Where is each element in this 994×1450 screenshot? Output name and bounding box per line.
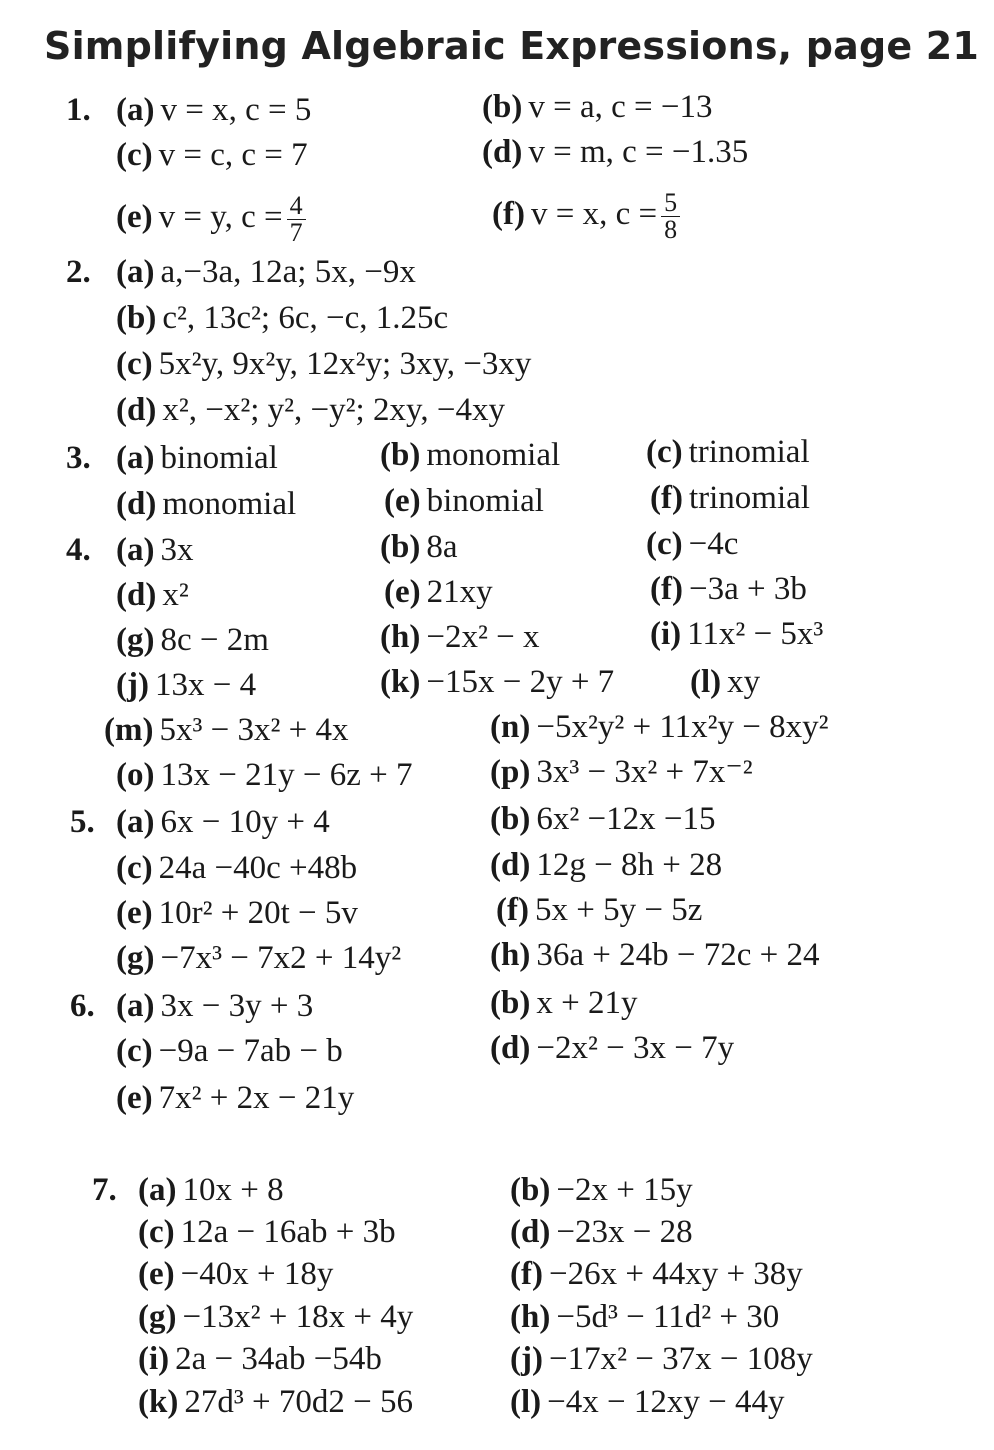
fraction [287, 193, 306, 246]
answer-label: (h) [380, 619, 421, 655]
answer-item [116, 530, 193, 570]
answer-expression: −40x + 18y [180, 1256, 334, 1292]
fraction [661, 190, 680, 243]
answer-expression: −9a − 7ab − b [158, 1033, 343, 1069]
answer-label: (f) [496, 892, 529, 928]
answer-expression: −5d³ − 11d² + 30 [556, 1299, 780, 1335]
fraction-denominator: 8 [664, 215, 678, 244]
answer-label: (b) [490, 801, 531, 837]
problem-number: 3. [66, 440, 91, 476]
answer-expression: −3a + 3b [688, 571, 807, 607]
answer-item [380, 617, 539, 657]
answer-item [116, 1078, 354, 1118]
answer-label: (e) [384, 483, 421, 519]
answer-label: (d) [490, 1030, 531, 1066]
answer-item [690, 662, 760, 702]
answer-item [510, 1212, 693, 1252]
answer-label: (a) [116, 988, 155, 1024]
answer-label: (g) [116, 622, 155, 658]
answer-item [116, 755, 412, 795]
answer-label: (k) [138, 1384, 179, 1420]
answer-item [138, 1254, 333, 1294]
answer-item [138, 1382, 413, 1422]
answer-item [510, 1382, 785, 1422]
answer-expression: monomial [162, 486, 297, 522]
answer-expression: 36a + 24b − 72c + 24 [536, 937, 820, 973]
answer-item [116, 484, 296, 524]
answer-expression: −2x + 15y [556, 1172, 693, 1208]
answer-label: (a) [116, 532, 155, 568]
answer-expression: 3x − 3y + 3 [160, 988, 314, 1024]
answer-label: (h) [490, 937, 531, 973]
answer-expression: 27d³ + 70d2 − 56 [184, 1384, 413, 1420]
answer-expression: −7x³ − 7x2 + 14y² [160, 940, 402, 976]
answer-label: (d) [482, 134, 523, 170]
answer-label: (b) [490, 985, 531, 1021]
answer-item [490, 935, 819, 975]
answer-label: (c) [116, 1033, 153, 1069]
answer-expression: −23x − 28 [556, 1214, 693, 1250]
problem-number: 6. [70, 988, 95, 1024]
answer-expression: 10r² + 20t − 5v [158, 895, 358, 931]
answer-item [380, 662, 614, 702]
answer-label: (b) [482, 89, 523, 125]
answer-expression: −15x − 2y + 7 [426, 664, 615, 700]
answer-item [138, 1212, 396, 1252]
answer-label: (a) [116, 254, 155, 290]
answer-expression: xy [727, 664, 761, 700]
answer-expression: 10x + 8 [182, 1172, 284, 1208]
answer-item [492, 190, 680, 243]
answer-item [116, 344, 531, 384]
answer-label: (c) [116, 850, 153, 886]
answer-expression: v = c, c = 7 [158, 137, 308, 173]
answer-item [496, 890, 702, 930]
answer-expression: −4c [688, 526, 739, 562]
answer-item [510, 1254, 803, 1294]
answer-item [482, 132, 748, 172]
answer-expression: 3x [160, 532, 194, 568]
answer-item [116, 298, 448, 338]
answer-label: (c) [138, 1214, 175, 1250]
answer-item [138, 1339, 382, 1379]
answer-expression: 12a − 16ab + 3b [180, 1214, 396, 1250]
answer-label: (i) [138, 1341, 170, 1377]
answer-item [384, 481, 544, 521]
answer-label: (e) [138, 1256, 175, 1292]
answer-label: (c) [646, 434, 683, 470]
problem-number: 2. [66, 254, 91, 290]
answer-label: (g) [116, 940, 155, 976]
answer-expression: 5x³ − 3x² + 4x [159, 712, 349, 748]
answer-item [116, 193, 306, 246]
answer-label: (d) [490, 847, 531, 883]
answer-label: (g) [138, 1299, 177, 1335]
answer-item [116, 135, 308, 175]
answer-item [490, 799, 715, 839]
answer-label: (d) [116, 392, 157, 428]
answer-item [104, 710, 348, 750]
answer-label: (e) [116, 199, 153, 236]
answer-expression: −13x² + 18x + 4y [182, 1299, 414, 1335]
answer-label: (l) [510, 1384, 542, 1420]
answer-label: (f) [650, 480, 683, 516]
answer-item [490, 845, 722, 885]
answer-label: (o) [116, 757, 155, 793]
answer-item [384, 572, 493, 612]
answer-label: (a) [138, 1172, 177, 1208]
answer-expression: 21xy [426, 574, 493, 610]
answer-item [490, 752, 753, 792]
answer-label: (h) [510, 1299, 551, 1335]
answer-expression: c², 13c²; 6c, −c, 1.25c [162, 300, 449, 336]
answer-expression: 24a −40c +48b [158, 850, 358, 886]
answer-label: (d) [116, 577, 157, 613]
answer-item [650, 614, 823, 654]
answer-expression: v = x, c = 5 [160, 92, 312, 128]
answer-item [646, 432, 810, 472]
answer-expression: x + 21y [536, 985, 638, 1021]
answer-expression: −17x² − 37x − 108y [548, 1341, 813, 1377]
answer-expression: trinomial [688, 434, 810, 470]
answer-label: (e) [116, 1080, 153, 1116]
answer-expression: binomial [426, 483, 544, 519]
answer-label: (a) [116, 92, 155, 128]
answer-label: (e) [384, 574, 421, 610]
answer-item [116, 620, 269, 660]
answer-label: (m) [104, 712, 154, 748]
answer-expression: 6x − 10y + 4 [160, 804, 330, 840]
answer-item [380, 527, 458, 567]
answer-expression: 7x² + 2x − 21y [158, 1080, 355, 1116]
answer-expression: 5x²y, 9x²y, 12x²y; 3xy, −3xy [158, 346, 532, 382]
answer-label: (c) [116, 137, 153, 173]
fraction-denominator: 7 [289, 218, 303, 247]
answer-label: (a) [116, 440, 155, 476]
answer-item [116, 252, 416, 292]
answer-expression: v = x, c = [530, 196, 658, 233]
answer-expression: 6x² −12x −15 [536, 801, 716, 837]
answer-label: (b) [510, 1172, 551, 1208]
answer-item [116, 986, 313, 1026]
answer-item [510, 1297, 779, 1337]
answer-expression: a,−3a, 12a; 5x, −9x [160, 254, 416, 290]
problem-number: 1. [66, 92, 91, 128]
answer-label: (j) [510, 1341, 543, 1377]
answer-item [116, 848, 357, 888]
answer-item [116, 893, 358, 933]
answer-expression: 11x² − 5x³ [687, 616, 824, 652]
answer-item [116, 90, 311, 130]
fraction-numerator: 4 [287, 193, 306, 220]
answer-label: (i) [650, 616, 682, 652]
fraction-numerator: 5 [661, 190, 680, 217]
answer-item [650, 478, 810, 518]
answer-expression: −5x²y² + 11x²y − 8xy² [536, 709, 829, 745]
problem-number: 4. [66, 532, 91, 568]
answer-label: (p) [490, 754, 531, 790]
answer-expression: 5x + 5y − 5z [534, 892, 703, 928]
answer-item [380, 435, 560, 475]
answer-expression: x², −x²; y², −y²; 2xy, −4xy [162, 392, 505, 428]
answer-expression: 3x³ − 3x² + 7x⁻² [536, 754, 753, 790]
answer-label: (n) [490, 709, 531, 745]
answer-expression: −2x² − 3x − 7y [536, 1030, 735, 1066]
answer-expression: 12g − 8h + 28 [536, 847, 723, 883]
answer-item [116, 575, 189, 615]
page-title: Simplifying Algebraic Expressions, page 21 [44, 24, 980, 68]
answer-label: (c) [646, 526, 683, 562]
answer-item [490, 1028, 734, 1068]
answer-label: (k) [380, 664, 421, 700]
answer-item [116, 938, 401, 978]
answer-item [482, 87, 712, 127]
answer-label: (l) [690, 664, 722, 700]
answer-item [138, 1170, 284, 1210]
answer-item [116, 390, 505, 430]
answer-label: (b) [380, 529, 421, 565]
answer-label: (f) [510, 1256, 543, 1292]
answer-item [116, 802, 330, 842]
answer-label: (b) [380, 437, 421, 473]
answer-expression: −4x − 12xy − 44y [547, 1384, 785, 1420]
answer-expression: v = y, c = [158, 199, 283, 236]
answer-expression: 13x − 4 [154, 667, 257, 703]
answer-expression: x² [162, 577, 189, 613]
answer-item [490, 983, 637, 1023]
answer-item [116, 665, 256, 705]
answer-expression: −26x + 44xy + 38y [548, 1256, 803, 1292]
answer-expression: monomial [426, 437, 561, 473]
answer-label: (f) [650, 571, 683, 607]
answer-label: (e) [116, 895, 153, 931]
answer-expression: v = m, c = −1.35 [528, 134, 749, 170]
answer-expression: binomial [160, 440, 278, 476]
answer-expression: 8a [426, 529, 458, 565]
answer-expression: 8c − 2m [160, 622, 269, 658]
answer-expression: −2x² − x [426, 619, 540, 655]
problem-number: 5. [70, 804, 95, 840]
answer-expression: 13x − 21y − 6z + 7 [160, 757, 413, 793]
answer-label: (a) [116, 804, 155, 840]
answer-label: (d) [510, 1214, 551, 1250]
answer-item [138, 1297, 413, 1337]
answer-item [646, 524, 738, 564]
answer-item [490, 707, 829, 747]
answer-label: (c) [116, 346, 153, 382]
answer-label: (d) [116, 486, 157, 522]
answer-item [116, 438, 278, 478]
answer-expression: 2a − 34ab −54b [175, 1341, 382, 1377]
answer-item [510, 1339, 813, 1379]
answer-label: (b) [116, 300, 157, 336]
answer-item [510, 1170, 693, 1210]
answer-expression: v = a, c = −13 [528, 89, 713, 125]
answer-label: (j) [116, 667, 149, 703]
problem-number: 7. [92, 1172, 117, 1208]
answer-label: (f) [492, 196, 525, 233]
answer-expression: trinomial [688, 480, 810, 516]
answer-item [650, 569, 807, 609]
answer-item [116, 1031, 343, 1071]
